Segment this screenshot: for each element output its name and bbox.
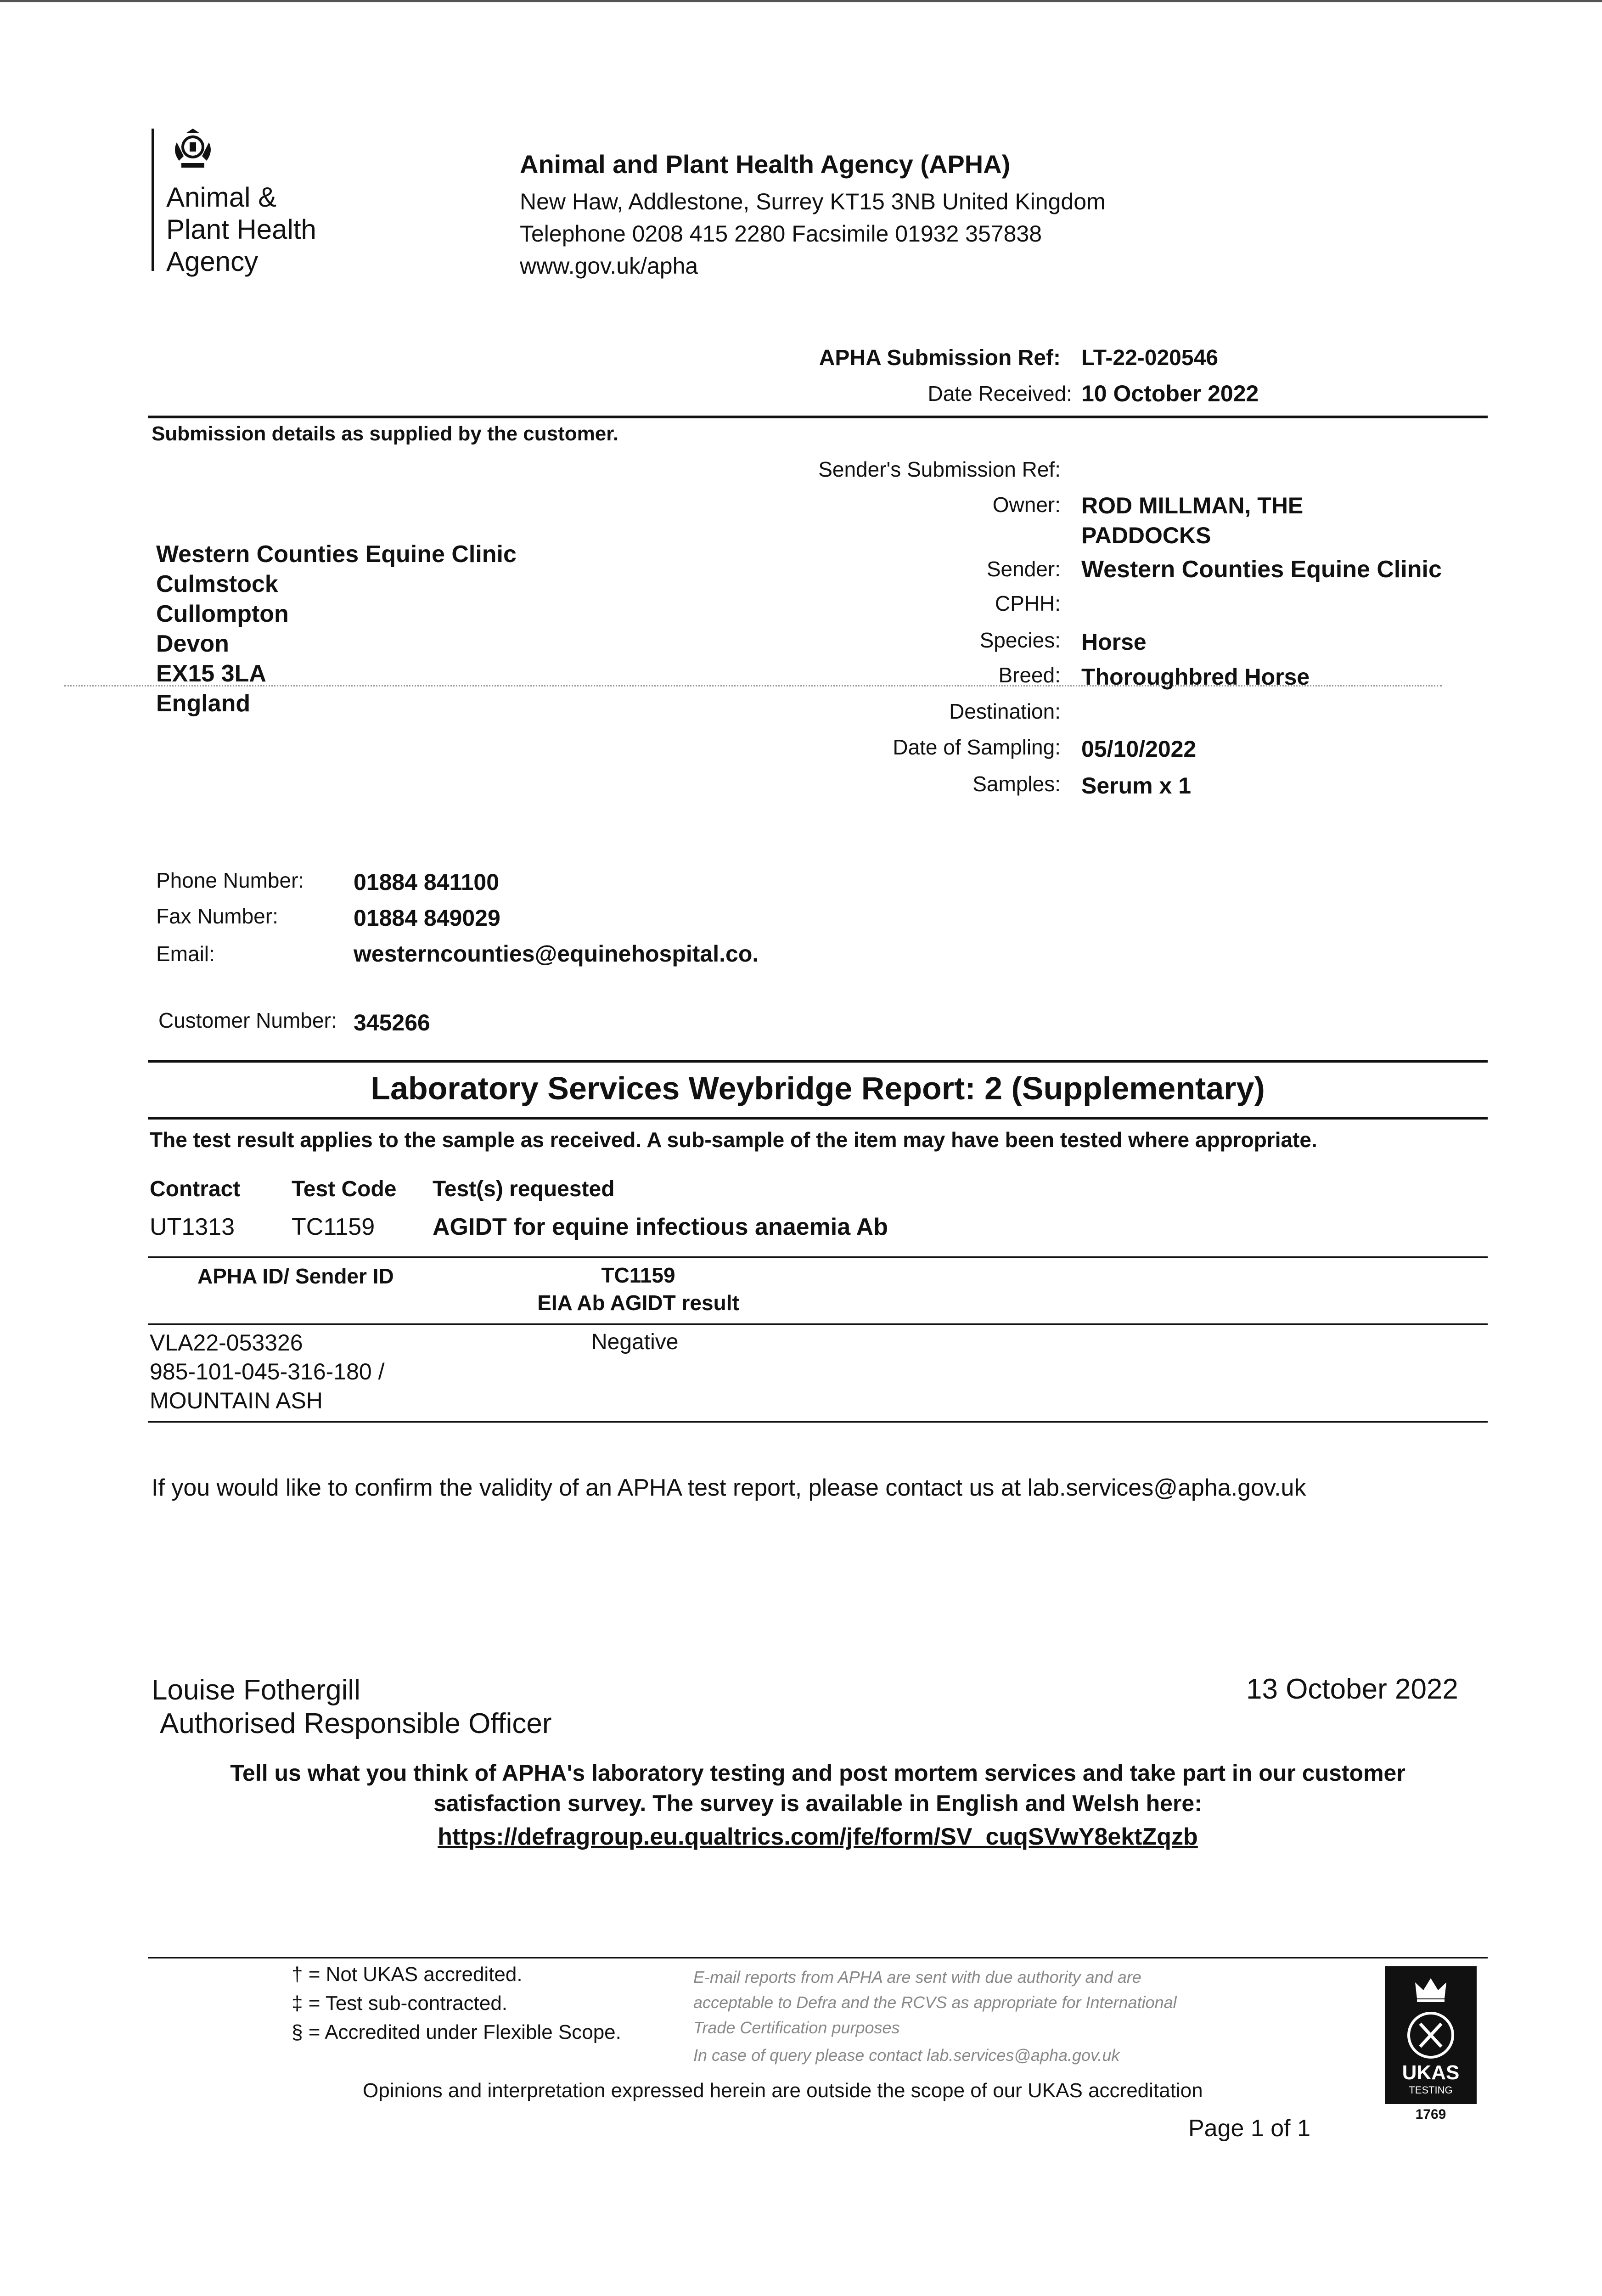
agency-website[interactable]: www.gov.uk/apha	[520, 253, 698, 279]
detail-value-sender: Western Counties Equine Clinic	[1081, 556, 1442, 583]
agency-name: Animal and Plant Health Agency (APHA)	[520, 150, 1011, 179]
email-note-line-2: acceptable to Defra and the RCVS as appropriate for International	[693, 1993, 1177, 2012]
report-title-divider	[148, 1117, 1488, 1120]
detail-value-species: Horse	[1081, 629, 1147, 655]
logo-line-1: Animal &	[166, 182, 277, 213]
results-top-divider	[148, 1256, 1488, 1258]
fax-label: Fax Number:	[156, 904, 278, 928]
tick-emblem-icon	[1405, 2010, 1456, 2060]
agency-address: New Haw, Addlestone, Surrey KT15 3NB United Kingdom	[520, 189, 1106, 214]
result-value: Negative	[591, 1330, 679, 1354]
phone-value: 01884 841100	[354, 869, 500, 895]
logo-line-3: Agency	[166, 246, 259, 277]
email-note-line-4: In case of query please contact lab.services@apha.gov.uk	[693, 2046, 1120, 2065]
footer-divider	[148, 1957, 1488, 1958]
detail-label-species: Species:	[979, 628, 1061, 652]
date-received-value: 10 October 2022	[1081, 381, 1259, 406]
logo-line-2: Plant Health	[166, 214, 316, 245]
crown-icon	[1413, 1975, 1448, 2003]
logo-rule	[152, 129, 154, 271]
survey-line-2: satisfaction survey. The survey is available in English and Welsh here:	[433, 1790, 1202, 1816]
detail-label-sender: Sender:	[986, 557, 1061, 581]
result-id-line-2: 985-101-045-316-180 /	[150, 1359, 385, 1384]
results-bottom-divider	[148, 1421, 1488, 1423]
detail-value-samples: Serum x 1	[1081, 773, 1192, 799]
ukas-sub: TESTING	[1409, 2084, 1453, 2096]
table-row	[150, 1329, 1481, 1421]
submission-ref-value: LT-22-020546	[1081, 346, 1218, 370]
validity-note: If you would like to confirm the validity of an APHA test report, please contact us at lab.services@apha.gov.uk	[152, 1474, 1306, 1501]
result-header-name: EIA Ab AGIDT result	[537, 1291, 739, 1315]
result-header-id: APHA ID/ Sender ID	[197, 1264, 394, 1288]
results-header-divider	[148, 1323, 1488, 1325]
address-line-4: Devon	[156, 630, 229, 657]
agency-phone-fax: Telephone 0208 415 2280 Facsimile 01932 357838	[520, 221, 1042, 247]
signoff-name: Louise Fothergill	[152, 1674, 360, 1706]
report-top-divider	[148, 1060, 1488, 1063]
address-line-2: Culmstock	[156, 571, 278, 597]
detail-label-owner: Owner:	[992, 493, 1061, 517]
detail-value-breed: Thoroughbred Horse	[1081, 664, 1310, 690]
ukas-number: 1769	[1415, 2107, 1446, 2122]
detail-label-samples: Samples:	[972, 772, 1061, 796]
scan-edge	[0, 0, 1602, 2]
address-line-3: Cullompton	[156, 601, 289, 627]
opinions-note: Opinions and interpretation expressed herein are outside the scope of our UKAS accreditation	[363, 2079, 1203, 2102]
legend-not-accredited: † = Not UKAS accredited.	[292, 1963, 523, 1986]
ukas-badge	[1385, 1966, 1477, 2104]
header-divider	[148, 416, 1488, 418]
legend-flexible-scope: § = Accredited under Flexible Scope.	[292, 2021, 621, 2043]
detail-label-breed: Breed:	[998, 663, 1061, 687]
phone-label: Phone Number:	[156, 868, 304, 892]
survey-line-1: Tell us what you think of APHA's laboratory testing and post mortem services and take part in our customer	[230, 1760, 1405, 1786]
detail-value-owner-cont: PADDOCKS	[1081, 523, 1211, 548]
detail-value-owner: ROD MILLMAN, THE	[1081, 493, 1304, 518]
customer-number-value: 345266	[354, 1010, 430, 1035]
result-header-code: TC1159	[601, 1263, 675, 1287]
customer-number-label: Customer Number:	[158, 1008, 337, 1032]
test-code-header: Test Code	[292, 1177, 397, 1201]
contract-header: Contract	[150, 1177, 241, 1201]
test-code-value: TC1159	[292, 1214, 375, 1240]
supplied-note: Submission details as supplied by the customer.	[152, 422, 619, 445]
date-received-label: Date Received:	[927, 382, 1072, 405]
crest-icon	[168, 129, 218, 174]
legend-sub-contracted: ‡ = Test sub-contracted.	[292, 1992, 508, 2015]
fax-value: 01884 849029	[354, 905, 500, 931]
report-title: Laboratory Services Weybridge Report: 2 (Supplementary)	[371, 1070, 1265, 1106]
contract-value: UT1313	[150, 1214, 235, 1240]
result-id-line-3: MOUNTAIN ASH	[150, 1388, 323, 1413]
detail-label-cphh: CPHH:	[995, 591, 1061, 615]
detail-label-destination: Destination:	[949, 699, 1061, 723]
submission-ref-label: APHA Submission Ref:	[819, 346, 1061, 370]
result-id-line-1: VLA22-053326	[150, 1330, 303, 1356]
page-number: Page 1 of 1	[1188, 2115, 1310, 2142]
detail-value-sampling-date: 05/10/2022	[1081, 736, 1197, 762]
detail-label-sender-ref: Sender's Submission Ref:	[818, 457, 1061, 481]
address-line-1: Western Counties Equine Clinic	[156, 541, 517, 568]
detail-label-sampling-date: Date of Sampling:	[893, 735, 1061, 759]
signoff-date: 13 October 2022	[1246, 1673, 1458, 1705]
email-note-line-3: Trade Certification purposes	[693, 2018, 900, 2037]
signoff-role: Authorised Responsible Officer	[160, 1708, 552, 1739]
survey-link[interactable]: https://defragroup.eu.qualtrics.com/jfe/form/SV_cuqSVwY8ektZqzb	[438, 1823, 1198, 1850]
email-label: Email:	[156, 942, 215, 966]
tests-value: AGIDT for equine infectious anaemia Ab	[433, 1214, 888, 1240]
address-line-6: England	[156, 690, 251, 717]
email-note-line-1: E-mail reports from APHA are sent with due authority and are	[693, 1968, 1141, 1986]
ukas-label: UKAS	[1402, 2061, 1460, 2084]
tests-header: Test(s) requested	[433, 1177, 615, 1201]
report-note: The test result applies to the sample as received. A sub-sample of the item may have been tested where appropriate.	[150, 1128, 1317, 1152]
address-line-5: EX15 3LA	[156, 660, 266, 687]
email-value[interactable]: westerncounties@equinehospital.co.	[354, 941, 759, 967]
